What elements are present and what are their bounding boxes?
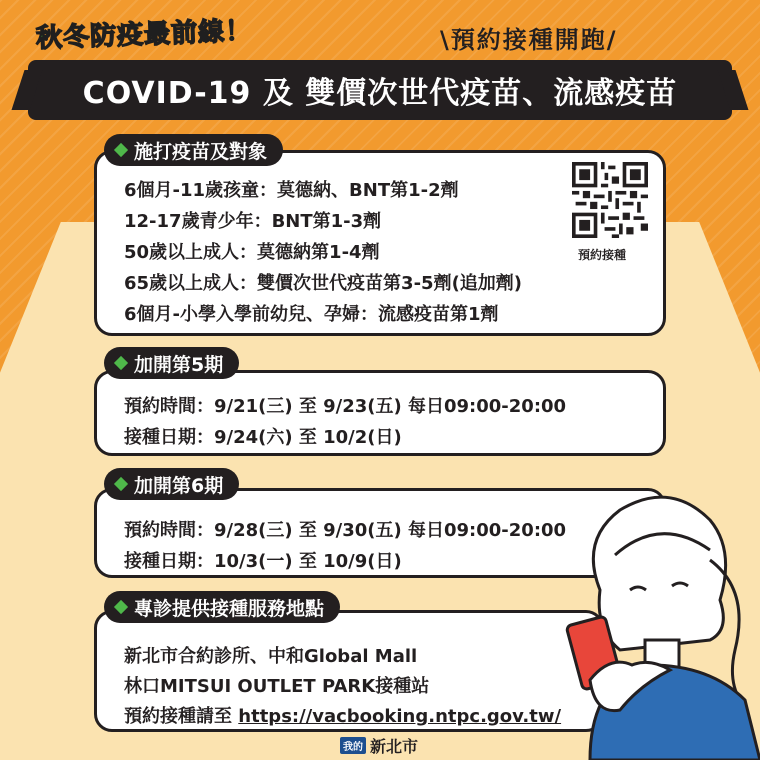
targets-line: 6個月-11歲孩童：莫德納、BNT第1-2劑 [124,180,459,201]
locations-line: 林口MITSUI OUTLET PARK接種站 [124,676,430,697]
phase5-label [104,347,239,379]
qr-label: 預約接種 [578,248,627,262]
logo-mark: 我的 [340,737,366,754]
phase6-label [104,468,239,500]
title-banner [28,60,732,120]
phase6-line: 接種日期：10/3(一) 至 10/9(日) [124,551,402,572]
qr-code-icon[interactable] [572,162,648,238]
person-illustration [560,480,760,760]
booking-link[interactable]: https://vacbooking.ntpc.gov.tw/ [238,706,562,727]
targets-line: 12-17歲青少年：BNT第1-3劑 [124,211,382,232]
booking-prefix: 預約接種請至 [124,706,239,727]
phase5-line: 預約時間：9/21(三) 至 9/23(五) 每日09:00-20:00 [124,396,567,417]
tagline: 秋冬防疫最前線！ [35,16,253,54]
diamond-icon [114,477,128,491]
booking-line [124,702,561,728]
targets-label [104,134,283,166]
logo-text: 新北市 [370,737,419,756]
targets-line: 6個月-小學入學前幼兒、孕婦：流感疫苗第1劑 [124,304,499,325]
phase5-title: 加開第5期 [134,353,224,376]
banner-text: COVID-19 及 雙價次世代疫苗、流感疫苗 [82,76,678,111]
open-text: \預約接種開跑/ [440,26,618,54]
locations-line: 新北市合約診所、中和Global Mall [124,646,418,667]
diamond-icon [114,356,128,370]
locations-title: 專診提供接種服務地點 [134,597,325,620]
phase6-title: 加開第6期 [134,474,224,497]
diamond-icon [114,600,128,614]
diamond-icon [114,143,128,157]
targets-line: 50歲以上成人：莫德納第1-4劑 [124,242,380,263]
locations-label [104,591,340,623]
phase6-line: 預約時間：9/28(三) 至 9/30(五) 每日09:00-20:00 [124,520,567,541]
phase5-line: 接種日期：9/24(六) 至 10/2(日) [124,427,402,448]
targets-line: 65歲以上成人：雙價次世代疫苗第3-5劑(追加劑) [124,273,523,294]
ntpc-logo [340,734,418,757]
targets-title: 施打疫苗及對象 [134,140,268,163]
